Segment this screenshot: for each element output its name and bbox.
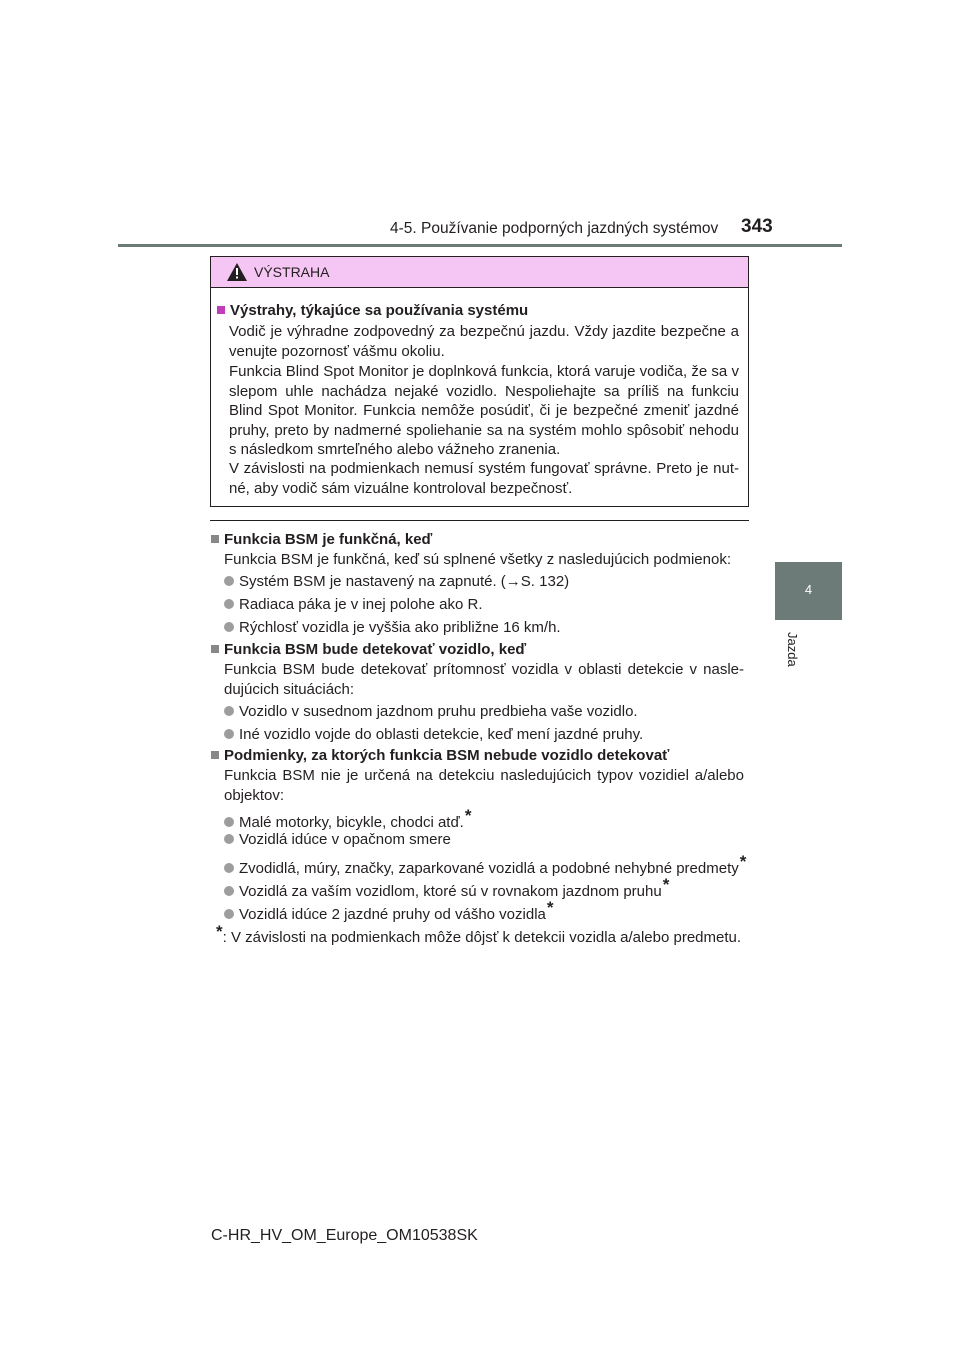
chapter-tab [775, 562, 842, 620]
footnote-marker: * [464, 806, 472, 825]
page-number: 343 [741, 216, 773, 237]
section-heading-text: Podmienky, za ktorých funkcia BSM nebude vozidlo detekovať [224, 747, 670, 764]
list-item [224, 806, 471, 832]
list-item-text: Radiaca páka je v inej polohe ako R. [239, 596, 483, 613]
section-heading [211, 746, 669, 765]
section-intro: Funkcia BSM je funkčná, keď sú splnené všetky z nasledujúcich podmienok: [224, 551, 731, 568]
bullet-dot-icon [224, 599, 234, 609]
square-bullet-icon [211, 751, 219, 759]
footnote-marker: * [739, 852, 747, 871]
list-item [224, 702, 638, 721]
list-item-text: Vozidlá idúce v opačnom smere [239, 831, 451, 848]
warning-triangle-icon [227, 263, 247, 281]
list-item-text: Vozidlá za vaším vozidlom, ktoré sú v rovnakom jazdnom pruhu [239, 883, 662, 900]
list-item [224, 830, 451, 849]
warning-box [210, 256, 749, 507]
footnote [216, 922, 741, 947]
section-heading [211, 640, 526, 659]
bullet-dot-icon [224, 909, 234, 919]
list-item-text: Zvodidlá, múry, značky, zaparkované vozidlá a podobné nehybné predmety [239, 860, 739, 877]
list-item [224, 898, 554, 924]
list-item-text: Rýchlosť vozidla je vyššia ako približne 16 km/h. [239, 619, 561, 636]
warning-paragraph: Funkcia Blind Spot Monitor je doplnková funkcia, ktorá varuje vodiča, že sa v slepom uhle nachádza nejaké vozidlo. Nespoliehajte sa príliš na funkciu Blind Spot Monitor. Funkcia nemôže posúdiť, či je bezpečné zmeniť jazdné pruhy, preto by nadmerné spoliehanie sa na systém mohlo spôsobiť nehodu s následkom smrteľného alebo vážneho zranenia. [229, 363, 739, 458]
warning-heading [217, 301, 528, 320]
list-item [224, 618, 561, 637]
chapter-label: Jazda [785, 632, 800, 667]
warning-header [211, 257, 748, 288]
bullet-dot-icon [224, 576, 234, 586]
list-item-text: Vozidlo v susednom jazdnom pruhu predbieha vaše vozidlo. [239, 703, 638, 720]
document-code: C-HR_HV_OM_Europe_OM10538SK [211, 1227, 478, 1244]
list-item [224, 572, 569, 591]
list-item [224, 725, 643, 744]
warning-paragraph: Vodič je výhradne zodpovedný za bezpečnú jazdu. Vždy jazdite bezpečne a venujte pozornosť vášmu okoliu. [229, 323, 739, 360]
bullet-dot-icon [224, 622, 234, 632]
bullet-dot-icon [224, 886, 234, 896]
header-rule [118, 244, 842, 247]
warning-title: VÝSTRAHA [254, 264, 330, 280]
section-intro: Funkcia BSM bude detekovať prítomnosť vozidla v oblasti detekcie v nasle- dujúcich situáciách: [224, 661, 744, 698]
list-item [224, 595, 483, 614]
square-bullet-icon [217, 306, 225, 314]
list-item-text: Vozidlá idúce 2 jazdné pruhy od vášho vozidla [239, 906, 546, 923]
square-bullet-icon [211, 535, 219, 543]
footnote-text: : V závislosti na podmienkach môže dôjsť k detekcii vozidla a/alebo predmetu. [222, 929, 742, 946]
warning-heading-text: Výstrahy, týkajúce sa používania systému [230, 302, 529, 319]
section-title: 4-5. Používanie podporných jazdných systémov [390, 220, 719, 237]
square-bullet-icon [211, 645, 219, 653]
footnote-marker: * [662, 875, 670, 894]
section-divider [210, 520, 749, 521]
bullet-dot-icon [224, 729, 234, 739]
bullet-dot-icon [224, 863, 234, 873]
list-item-text: Systém BSM je nastavený na zapnuté. (→S. 132) [239, 573, 570, 590]
footnote-marker: * [216, 922, 223, 941]
footnote-marker: * [546, 898, 554, 917]
section-heading [211, 530, 432, 549]
section-intro: Funkcia BSM nie je určená na detekciu nasledujúcich typov vozidiel a/alebo objektov: [224, 767, 744, 804]
list-item-text: Iné vozidlo vojde do oblasti detekcie, keď mení jazdné pruhy. [239, 726, 644, 743]
bullet-dot-icon [224, 706, 234, 716]
chapter-number: 4 [804, 582, 813, 597]
list-item-text: Malé motorky, bicykle, chodci atď. [239, 814, 464, 831]
warning-paragraph: V závislosti na podmienkach nemusí systém fungovať správne. Preto je nut- né, aby vodič sám vizuálne kontroloval bezpečnosť. [229, 460, 739, 497]
bullet-dot-icon [224, 834, 234, 844]
section-heading-text: Funkcia BSM je funkčná, keď [224, 531, 433, 548]
bullet-dot-icon [224, 817, 234, 827]
section-heading-text: Funkcia BSM bude detekovať vozidlo, keď [224, 641, 527, 658]
